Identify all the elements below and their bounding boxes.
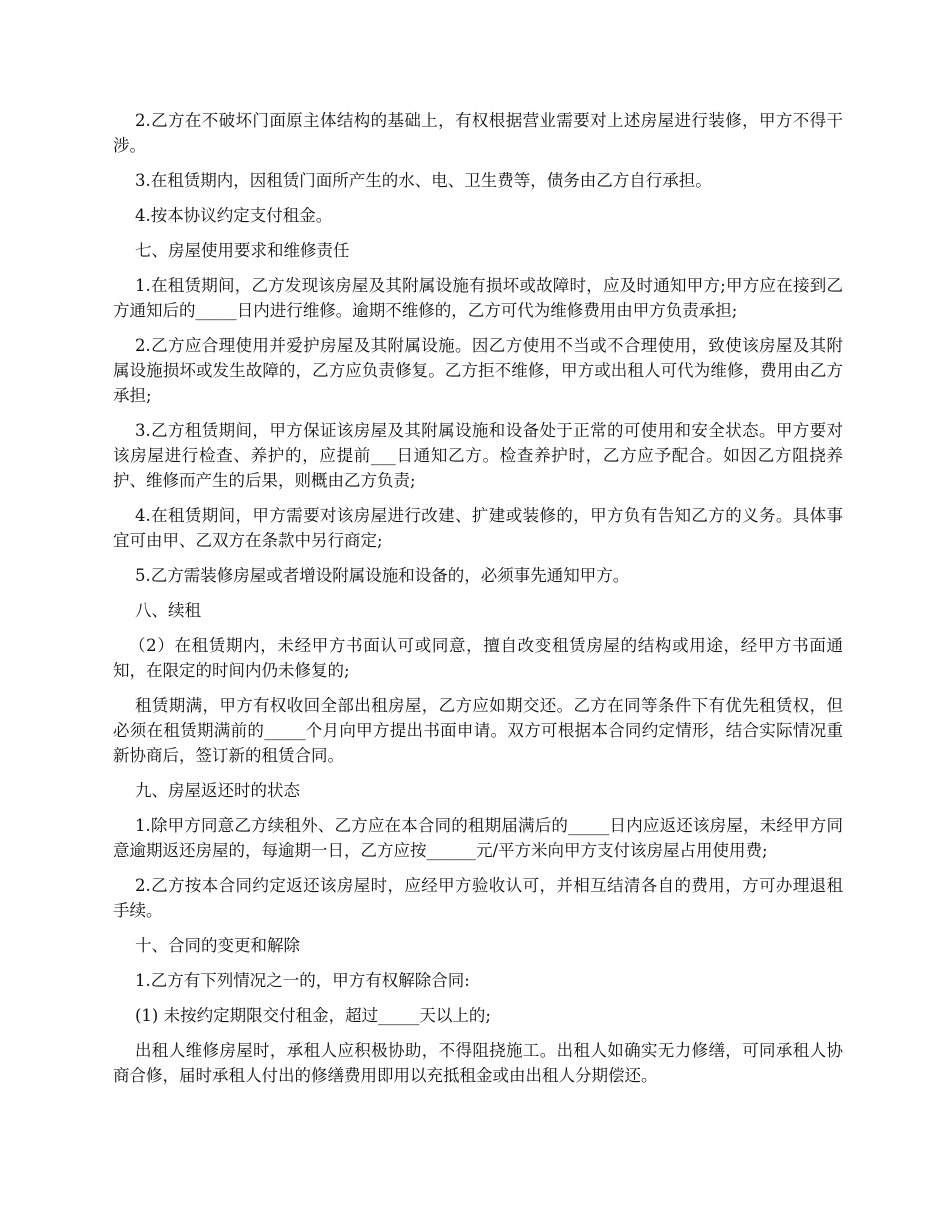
paragraph: 3.乙方租赁期间，甲方保证该房屋及其附属设施和设备处于正常的可使用和安全状态。甲方要对该房屋进行检查、养护的，应提前___日通知乙方。检查养护时，乙方应予配合。如因乙方阻挠养护、维修而产生的后果，则概由乙方负责; — [113, 421, 843, 490]
paragraph: 3.在租赁期内，因租赁门面所产生的水、电、卫生费等，债务由乙方自行承担。 — [135, 171, 712, 190]
paragraph: 出租人维修房屋时，承租人应积极协助，不得阻挠施工。出租人如确实无力修缮，可同承租人协商合修，届时承租人付出的修缮费用即用以充抵租金或由出租人分期偿还。 — [113, 1041, 843, 1085]
paragraph: 2.乙方在不破坏门面原主体结构的基础上，有权根据营业需要对上述房屋进行装修，甲方不得干涉。 — [113, 111, 843, 155]
section-heading: 七、房屋使用要求和维修责任 — [135, 241, 350, 260]
paragraph: （2）在租赁期内，未经甲方书面认可或同意，擅自改变租赁房屋的结构或用途，经甲方书面通知，在限定的时间内仍未修复的; — [113, 636, 843, 680]
paragraph: 1.乙方有下列情况之一的，甲方有权解除合同: — [135, 971, 470, 990]
section-heading: 九、房屋返还时的状态 — [135, 781, 300, 800]
paragraph: 2.乙方应合理使用并爱护房屋及其附属设施。因乙方使用不当或不合理使用，致使该房屋及其附属设施损坏或发生故障的，乙方应负责修复。乙方拒不维修，甲方或出租人可代为维修，费用由乙方承担; — [113, 336, 843, 405]
paragraph: 1.除甲方同意乙方续租外、乙方应在本合同的租期届满后的_____日内应返还该房屋，未经甲方同意逾期返还房屋的，每逾期一日，乙方应按______元/平方米向甲方支付该房屋占用使用费; — [113, 816, 843, 860]
paragraph: 1.在租赁期间，乙方发现该房屋及其附属设施有损坏或故障时，应及时通知甲方;甲方应在接到乙方通知后的_____日内进行维修。逾期不维修的，乙方可代为维修费用由甲方负责承担; — [113, 276, 843, 320]
paragraph: 租赁期满，甲方有权收回全部出租房屋，乙方应如期交还。乙方在同等条件下有优先租赁权，但必须在租赁期满前的_____个月向甲方提出书面申请。双方可根据本合同约定情形，结合实际情况重新协商后，签订新的租赁合同。 — [113, 696, 843, 765]
document-body — [113, 108, 843, 1098]
paragraph: (1) 未按约定期限交付租金，超过_____天以上的; — [135, 1006, 491, 1025]
section-heading: 八、续租 — [135, 601, 201, 620]
paragraph: 4.在租赁期间，甲方需要对该房屋进行改建、扩建或装修的，甲方负有告知乙方的义务。具体事宜可由甲、乙双方在条款中另行商定; — [113, 506, 843, 550]
section-heading: 十、合同的变更和解除 — [135, 936, 300, 955]
paragraph: 4.按本协议约定支付租金。 — [135, 206, 333, 225]
paragraph: 5.乙方需装修房屋或者增设附属设施和设备的，必须事先通知甲方。 — [135, 566, 630, 585]
paragraph: 2.乙方按本合同约定返还该房屋时，应经甲方验收认可，并相互结清各自的费用，方可办理退租手续。 — [113, 876, 843, 920]
